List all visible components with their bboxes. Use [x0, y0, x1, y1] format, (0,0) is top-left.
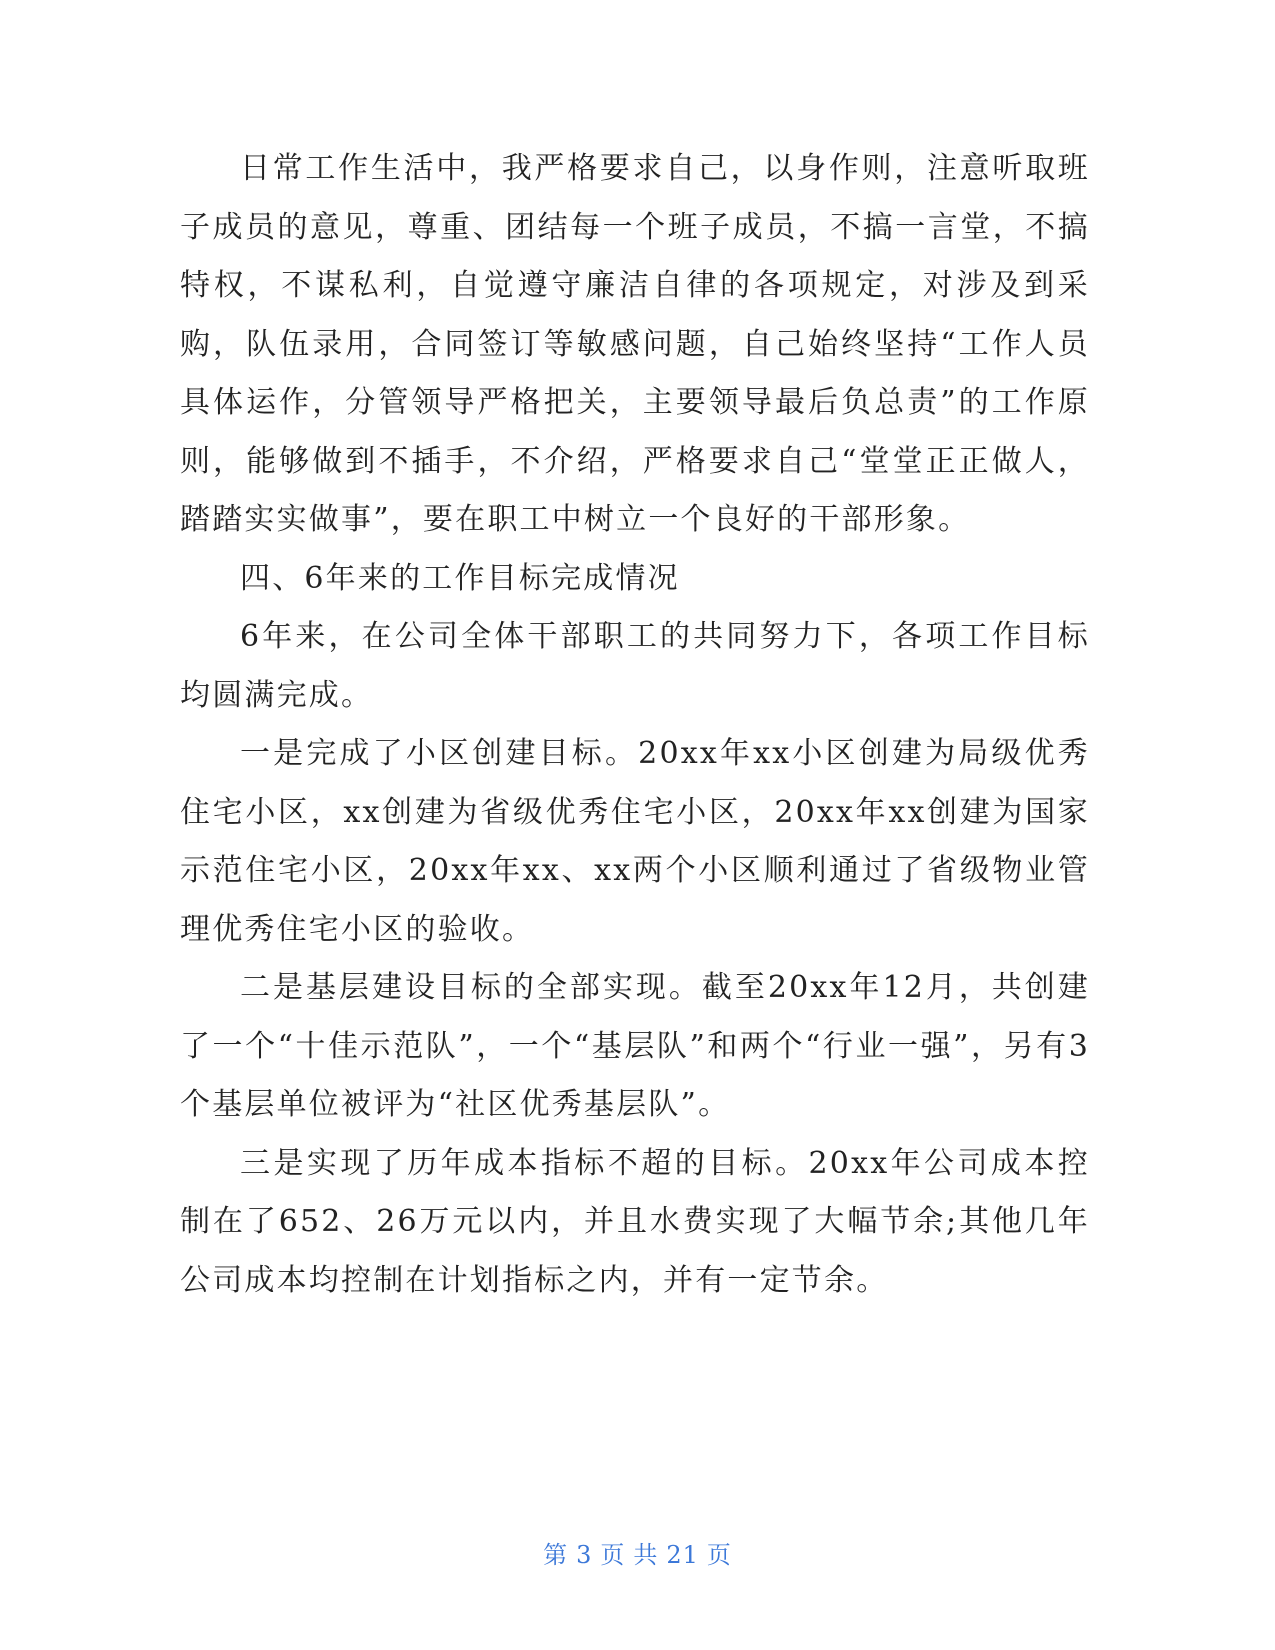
paragraph-goal-two: 二是基层建设目标的全部实现。截至20xx年12月，共创建了一个“十佳示范队”，一个“基层队”和两个“行业一强”，另有3个基层单位被评为“社区优秀基层队”。	[180, 970, 1090, 1122]
footer-label-ye2: 页	[706, 1541, 732, 1569]
paragraph-goal-one: 一是完成了小区创建目标。20xx年xx小区创建为局级优秀住宅小区，xx创建为省级优秀住宅小区，20xx年xx创建为国家示范住宅小区，20xx年xx、xx两个小区顺利通过了省级物业管理优秀住宅小区的验收。	[180, 736, 1090, 947]
paragraph-summary: 6年来，在公司全体干部职工的共同努力下，各项工作目标均圆满完成。	[180, 619, 1090, 713]
page-footer	[0, 1535, 1275, 1570]
section-heading-goals: 四、6年来的工作目标完成情况	[240, 560, 680, 596]
paragraph-conduct: 日常工作生活中，我严格要求自己，以身作则，注意听取班子成员的意见，尊重、团结每一个班子成员，不搞一言堂，不搞特权，不谋私利，自觉遵守廉洁自律的各项规定，对涉及到采购，队伍录用，合同签订等敏感问题，自己始终坚持“工作人员具体运作，分管领导严格把关，主要领导最后负总责”的工作原则，能够做到不插手，不介绍，严格要求自己“堂堂正正做人，踏踏实实做事”，要在职工中树立一个良好的干部形象。	[180, 151, 1090, 537]
footer-label-total: 共	[633, 1541, 659, 1569]
document-body	[180, 140, 1090, 1310]
total-pages-number: 21	[666, 1541, 699, 1569]
current-page-number: 3	[576, 1541, 593, 1569]
footer-label-ye: 页	[600, 1541, 626, 1569]
footer-label-page: 第	[543, 1541, 569, 1569]
paragraph-goal-three: 三是实现了历年成本指标不超的目标。20xx年公司成本控制在了652、26万元以内，并且水费实现了大幅节余;其他几年公司成本均控制在计划指标之内，并有一定节余。	[180, 1145, 1090, 1298]
